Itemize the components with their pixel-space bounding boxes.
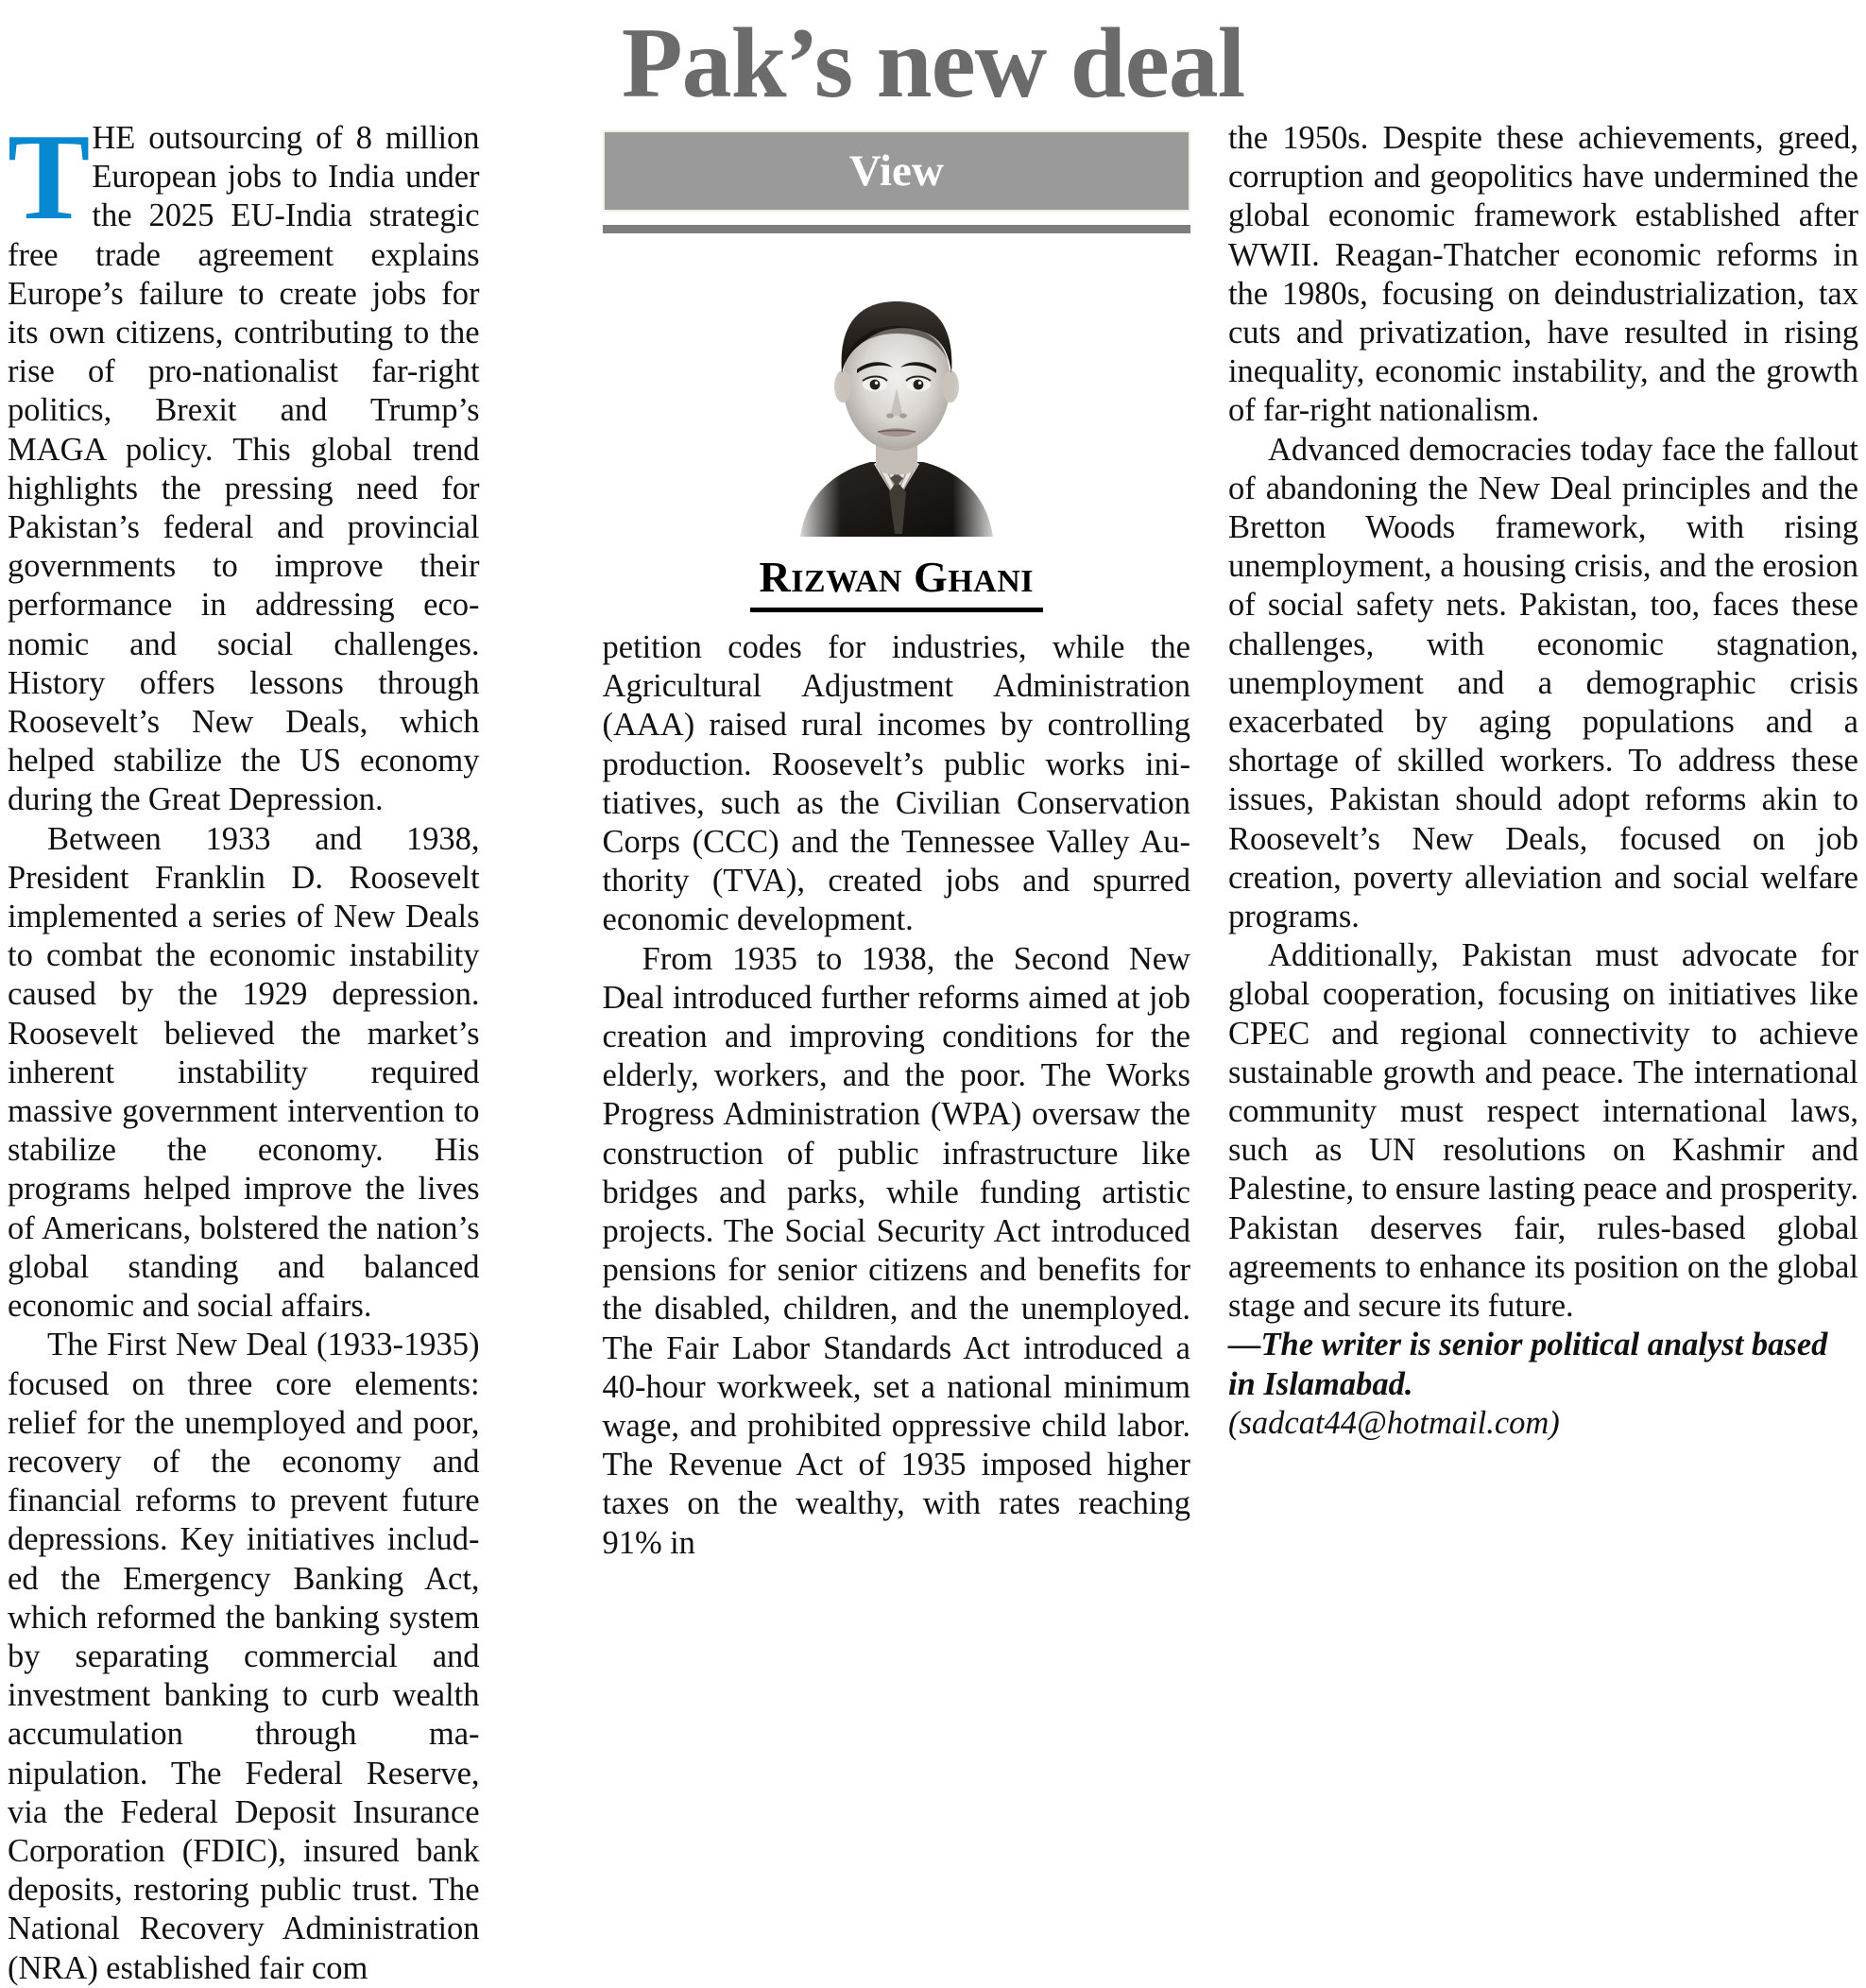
byline-underline (750, 608, 1043, 612)
paragraph-c2-p2: From 1935 to 1938, the Second New Deal introduced further reforms aimed at job creation and improving conditions for the elderly, workers, and the poor. The Works Progress Administration (WPA) oversaw the construction of public infrastructure like bridges and parks, while funding artistic projects. The Social Security Act introduced pensions for senior citizens and benefits for the disabled, children, and the unemployed. The Fair Labor Standards Act introduced a 40-hour workweek, set a national minimum wage, and prohibited oppressive child labor. The Revenue Act of 1935 imposed higher taxes on the wealthy, with rates reaching 91% in (602, 940, 1190, 1561)
article-column-3 (1228, 119, 1858, 1443)
paragraph-c3-p2: Advanced democracies today face the fallout of abandoning the New Deal principles and the Bretton Woods framework, with rising unemployment, a housing crisis, and the erosion of social safety nets. Pakistan, too, faces these challenges, with economic stagnation, unemployment and a demographic crisis exacerbated by aging populations and a shortage of skilled workers. To address these issues, Pakistan should adopt reforms akin to Roosevelt’s New Deals, focused on job creation, poverty alleviation and social welfare programs. (1227, 431, 1858, 935)
article-columns (0, 109, 1866, 1988)
author-attribution: —The writer is senior political analyst based in Islamabad. (1227, 1327, 1828, 1402)
author-first-initial: R (759, 553, 792, 601)
paragraph-c3-p3: Additionally, Pakistan must advocate for global cooperation, focusing on initiatives like CPEC and regional connectivity to achieve sustainable growth and peace. The international community must respect international laws, such as UN resolutions on Kashmir and Palestine, to ensure lasting peace and prosperity. Pakistan deserves fair, rules-based global agreements to enhance its position on the global stage and secure its future. (1227, 937, 1858, 1325)
author-first-rest: IZWAN (791, 564, 902, 599)
drop-cap-letter: T (8, 109, 91, 246)
paragraph-c1-p1-text: HE outsourcing of 8 million European jobs to India under the 2025 EU-India strategic free trade agreement explains Europe’s failure to create jobs for its own citizens, contributing to the rise of pro-nationalist far-right politics, Brexit and Trump’s MAGA policy. This global trend highlights the pressing need for Pakistan’s federal and provincial governments to improve their performance in addressing economic and social challenges. History offers lessons through Roosevelt’s New Deals, which helped stabilize the US economy during the Great Depression. (8, 120, 480, 818)
paragraph-c2-p1: petition codes for industries, while the Agricultural Adjustment Administration (AAA) raised rural incomes by controlling production. Roosevelt’s public works initiatives, such as the Civilian Conservation Corps (CCC) and the Tennessee Valley Authority (TVA), created jobs and spurred economic development. (602, 629, 1190, 938)
author-name (757, 552, 1036, 608)
author-last-rest: HANI (948, 564, 1035, 599)
author-last-initial: G (913, 553, 949, 601)
article-column-2 (603, 119, 1228, 1563)
paragraph-c1-p2: Between 1933 and 1938, President Franklin D. Roosevelt implemented a series of New Deals to combat the economic instability caused by the 1929 depression. Roosevelt believed the market’s inherent instability required massive government intervention to stabilize the economy. His programs helped improve the lives of Americans, bolstered the nation’s global standing and balanced economic and social affairs. (8, 820, 480, 1325)
paragraph-c1-p3: The First New Deal (1933-1935) focused on three core elements: relief for the unemployed and poor, recovery of the economy and financial reforms to prevent future depressions. Key initiatives included the Emergency Banking Act, which reformed the banking system by separating commercial and investment banking to curb wealth accumulation through manipulation. The Federal Reserve, via the Federal Deposit Insurance Corporation (FDIC), insured bank deposits, restoring public trust. The National Recovery Administration (NRA) established fair com (8, 1327, 480, 1986)
banner-divider-rule (603, 225, 1190, 233)
page-title: Pak’s new deal (621, 8, 1245, 118)
view-banner-label: View (848, 146, 944, 196)
author-email: (sadcat44@hotmail.com) (1227, 1404, 1560, 1441)
view-banner (603, 130, 1190, 212)
paragraph-c3-p1: the 1950s. Despite these achievements, greed, corruption and geopolitics have undermined the global economic framework established after WWII. Reagan-Thatcher economic reforms in the 1980s, focusing on deindustrialization, tax cuts and privatization, have resulted in rising inequality, economic instability, and the growth of far-right nationalism. (1227, 120, 1858, 429)
byline (603, 552, 1190, 615)
author-portrait (796, 248, 997, 537)
author-portrait-image (796, 248, 997, 537)
author-portrait-wrap (603, 248, 1190, 537)
article-column-1 (8, 109, 603, 1988)
paragraph-c1-p1 (8, 109, 480, 820)
